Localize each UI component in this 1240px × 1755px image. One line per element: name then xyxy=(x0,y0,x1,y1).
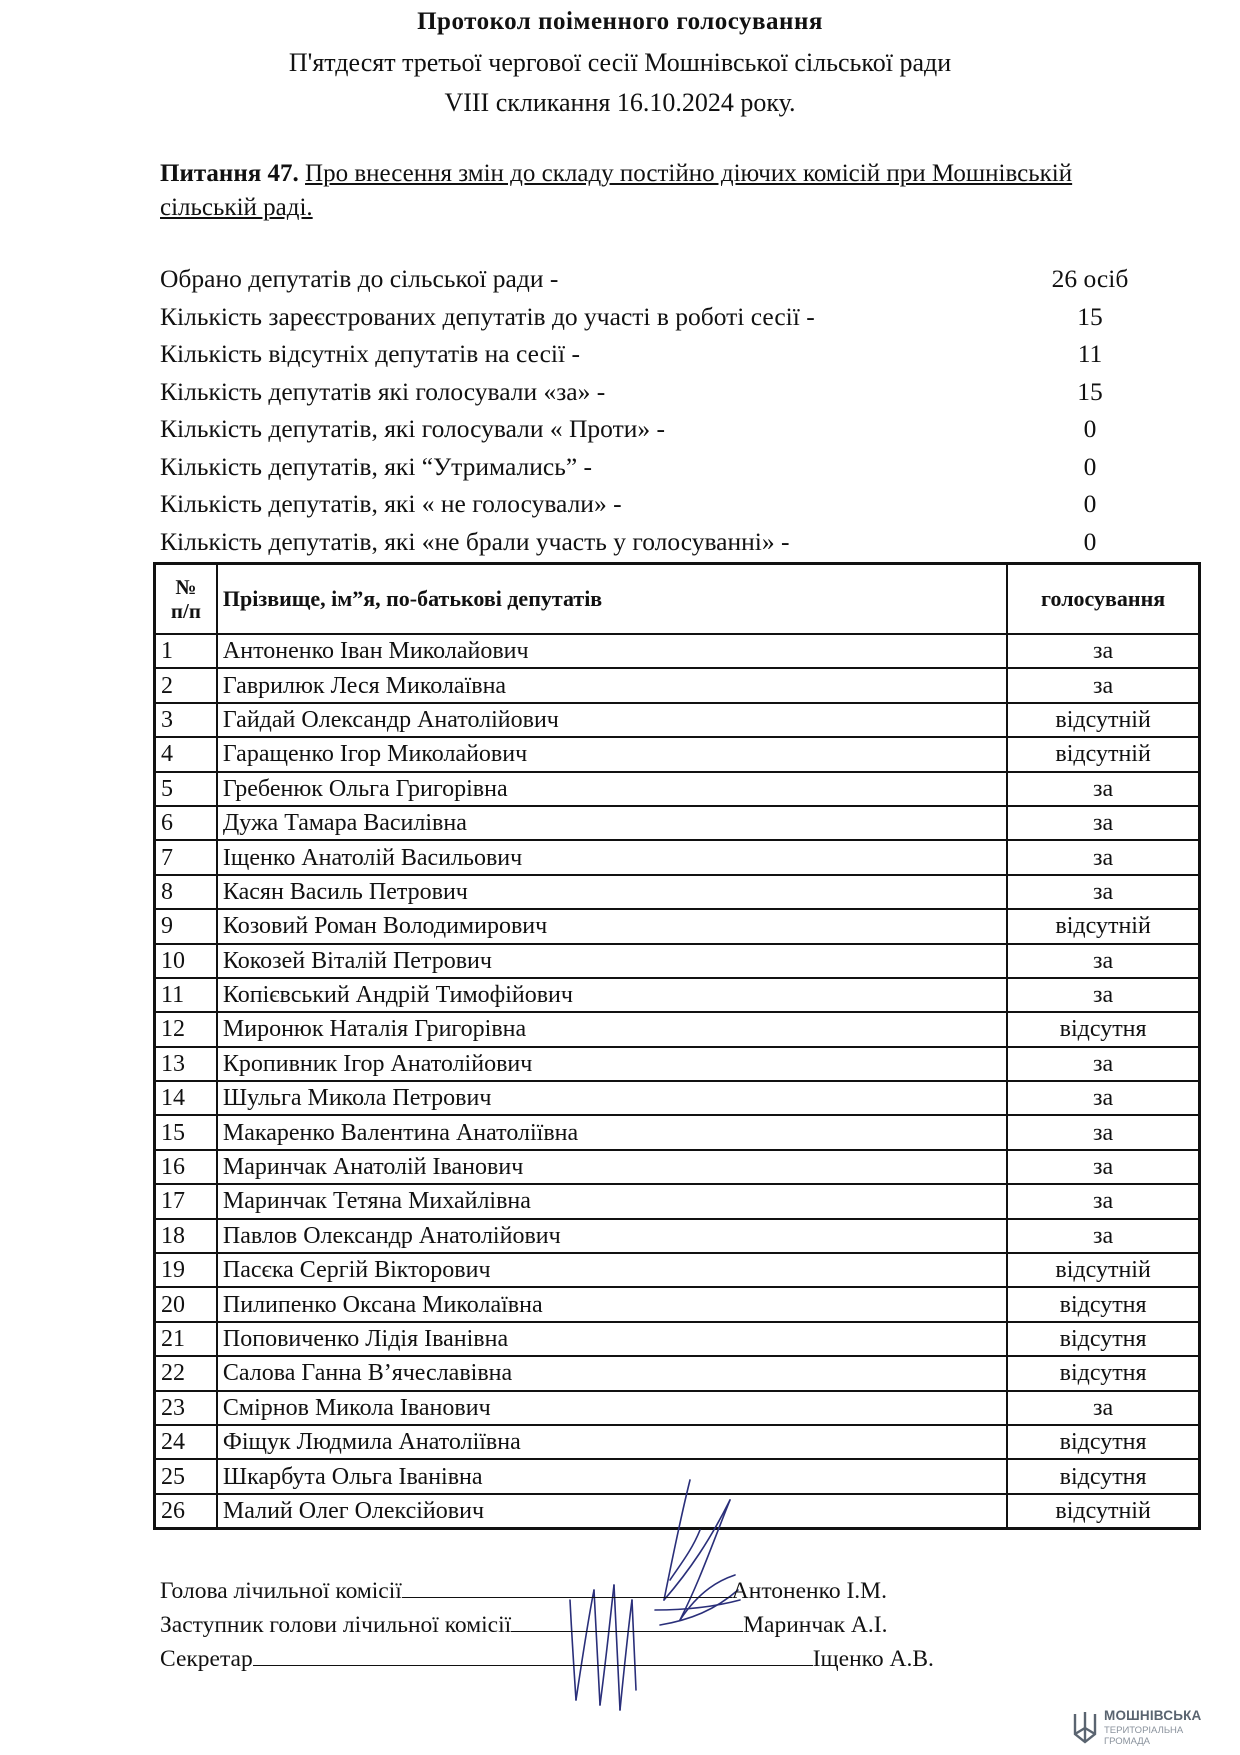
row-number: 2 xyxy=(155,668,217,702)
vote-result: за xyxy=(1007,1047,1199,1081)
table-row xyxy=(155,1253,1200,1287)
deputy-name: Маринчак Тетяна Михайлівна xyxy=(217,1184,1007,1218)
table-row xyxy=(155,1391,1200,1425)
deputy-name: Дужа Тамара Василівна xyxy=(217,806,1007,840)
summary-row xyxy=(160,335,1170,373)
row-number: 3 xyxy=(155,703,217,737)
row-number: 5 xyxy=(155,772,217,806)
row-number: 17 xyxy=(155,1184,217,1218)
row-number: 8 xyxy=(155,875,217,909)
row-number: 9 xyxy=(155,909,217,943)
row-number: 14 xyxy=(155,1081,217,1115)
row-number: 18 xyxy=(155,1219,217,1253)
session-title: П'ятдесят третьої чергової сесії Мошнівської сільської ради xyxy=(288,48,952,77)
vote-result: відсутній xyxy=(1007,1253,1199,1287)
row-number: 11 xyxy=(155,978,217,1012)
vote-result: відсутня xyxy=(1007,1287,1199,1321)
name-column-header: Прізвище, ім”я, по-батькові депутатів xyxy=(217,564,1007,635)
question-text: Про внесення змін до складу постійно діючих комісій при Мошнівській сільській раді. xyxy=(160,160,1073,221)
row-number: 6 xyxy=(155,806,217,840)
summary-row xyxy=(160,298,1170,336)
deputy-name: Поповиченко Лідія Іванівна xyxy=(217,1322,1007,1356)
table-row xyxy=(155,909,1200,943)
summary-row xyxy=(160,373,1170,411)
table-row xyxy=(155,978,1200,1012)
vote-result: за xyxy=(1007,1150,1199,1184)
vote-summary xyxy=(160,260,1170,560)
deputy-name: Фіщук Людмила Анатоліївна xyxy=(217,1425,1007,1459)
row-number: 1 xyxy=(155,634,217,668)
deputy-name: Пасєка Сергій Вікторович xyxy=(217,1253,1007,1287)
signature-line-deputy-chair xyxy=(160,1611,887,1639)
vote-result: за xyxy=(1007,1219,1199,1253)
logo-line1: МОШНІВСЬКА xyxy=(1104,1708,1202,1723)
vote-result: відсутня xyxy=(1007,1356,1199,1390)
deputy-name: Гаращенко Ігор Миколайович xyxy=(217,737,1007,771)
deputy-name: Маринчак Анатолій Іванович xyxy=(217,1150,1007,1184)
deputy-name: Копієвський Андрій Тимофійович xyxy=(217,978,1007,1012)
summary-label: Кількість депутатів, які «не брали участь у голосуванні» - xyxy=(160,526,790,556)
table-row xyxy=(155,806,1200,840)
deputy-name: Касян Василь Петрович xyxy=(217,875,1007,909)
table-row xyxy=(155,1115,1200,1149)
summary-value: 26 осіб xyxy=(1051,264,1129,293)
vote-result: за xyxy=(1007,1391,1199,1425)
row-number: 25 xyxy=(155,1459,217,1493)
row-number: 20 xyxy=(155,1287,217,1321)
signature-underline xyxy=(511,1611,743,1632)
table-row xyxy=(155,1219,1200,1253)
table-row xyxy=(155,1012,1200,1046)
number-column-header xyxy=(155,564,217,635)
deputy-name: Шульга Микола Петрович xyxy=(217,1081,1007,1115)
number-header-line2: п/п xyxy=(170,599,201,623)
summary-value: 11 xyxy=(1077,339,1103,368)
signature-line-secretary xyxy=(160,1645,934,1673)
vote-result: відсутня xyxy=(1007,1459,1199,1493)
table-row xyxy=(155,875,1200,909)
number-header-line1: № xyxy=(175,575,197,599)
row-number: 10 xyxy=(155,944,217,978)
table-row xyxy=(155,634,1200,668)
deputy-name: Кропивник Ігор Анатолійович xyxy=(217,1047,1007,1081)
deputy-name: Павлов Олександр Анатолійович xyxy=(217,1219,1007,1253)
deputy-name: Малий Олег Олексійович xyxy=(217,1494,1007,1529)
summary-value: 15 xyxy=(1077,301,1103,331)
row-number: 7 xyxy=(155,840,217,874)
community-logo xyxy=(1072,1708,1232,1750)
vote-result: за xyxy=(1007,772,1199,806)
vote-result: за xyxy=(1007,668,1199,702)
summary-label: Кількість депутатів, які голосували « Проти» - xyxy=(160,414,665,443)
signature-role: Заступник голови лічильної комісії xyxy=(160,1612,512,1638)
deputy-name: Макаренко Валентина Анатоліївна xyxy=(217,1115,1007,1149)
vote-result: відсутній xyxy=(1007,737,1199,771)
table-header-row xyxy=(155,564,1200,635)
vote-result: відсутній xyxy=(1007,703,1199,737)
summary-label: Кількість депутатів, які “Утримались” - xyxy=(160,451,593,481)
table-row xyxy=(155,703,1200,737)
row-number: 26 xyxy=(155,1494,217,1529)
roll-call-table xyxy=(153,562,1201,1530)
summary-row xyxy=(160,523,1170,561)
vote-result: відсутній xyxy=(1007,1494,1199,1529)
convocation-date: VIII скликання 16.10.2024 року. xyxy=(444,88,796,117)
deputy-name: Кокозей Віталій Петрович xyxy=(217,944,1007,978)
signature-name: Іщенко А.В. xyxy=(812,1646,934,1672)
row-number: 19 xyxy=(155,1253,217,1287)
vote-result: за xyxy=(1007,806,1199,840)
summary-row xyxy=(160,485,1170,523)
deputy-name: Шкарбута Ольга Іванівна xyxy=(217,1459,1007,1493)
table-row xyxy=(155,668,1200,702)
summary-row xyxy=(160,410,1170,448)
table-row xyxy=(155,840,1200,874)
row-number: 16 xyxy=(155,1150,217,1184)
vote-result: відсутня xyxy=(1007,1322,1199,1356)
deputy-name: Пилипенко Оксана Миколаївна xyxy=(217,1287,1007,1321)
logo-line2: ТЕРИТОРІАЛЬНА xyxy=(1104,1725,1184,1736)
vote-result: за xyxy=(1007,840,1199,874)
deputy-name: Салова Ганна В’ячеславівна xyxy=(217,1356,1007,1390)
table-row xyxy=(155,1287,1200,1321)
table-row xyxy=(155,1184,1200,1218)
question-block xyxy=(160,157,1170,225)
table-row xyxy=(155,1356,1200,1390)
row-number: 12 xyxy=(155,1012,217,1046)
summary-value: 0 xyxy=(1083,451,1097,481)
vote-result: за xyxy=(1007,634,1199,668)
summary-label: Кількість депутатів які голосували «за» - xyxy=(160,376,606,406)
table-row xyxy=(155,1047,1200,1081)
question-label: Питання 47. xyxy=(160,160,299,187)
vote-result: відсутня xyxy=(1007,1012,1199,1046)
vote-result: за xyxy=(1007,1184,1199,1218)
summary-value: 0 xyxy=(1083,489,1097,518)
summary-value: 0 xyxy=(1083,526,1097,556)
deputy-name: Гаврилюк Леся Миколаївна xyxy=(217,668,1007,702)
deputy-name: Козовий Роман Володимирович xyxy=(217,909,1007,943)
deputy-name: Гайдай Олександр Анатолійович xyxy=(217,703,1007,737)
deputy-name: Іщенко Анатолій Васильович xyxy=(217,840,1007,874)
summary-label: Кількість зареєстрованих депутатів до участі в роботі сесії - xyxy=(160,301,815,331)
vote-column-header: голосування xyxy=(1007,564,1199,635)
row-number: 22 xyxy=(155,1356,217,1390)
summary-label: Кількість відсутніх депутатів на сесії - xyxy=(160,339,580,368)
table-row xyxy=(155,1322,1200,1356)
deputy-name: Антоненко Іван Миколайович xyxy=(217,634,1007,668)
signature-role: Секретар xyxy=(160,1646,253,1672)
vote-result: за xyxy=(1007,978,1199,1012)
table-row xyxy=(155,772,1200,806)
vote-result: відсутня xyxy=(1007,1425,1199,1459)
signature-name: Антоненко І.М. xyxy=(731,1578,887,1604)
vote-result: відсутній xyxy=(1007,909,1199,943)
row-number: 24 xyxy=(155,1425,217,1459)
summary-label: Обрано депутатів до сільської ради - xyxy=(160,264,559,293)
signature-underline xyxy=(253,1645,813,1666)
signature-underline xyxy=(402,1577,732,1598)
signature-role: Голова лічильної комісії xyxy=(160,1578,402,1604)
row-number: 13 xyxy=(155,1047,217,1081)
row-number: 15 xyxy=(155,1115,217,1149)
summary-value: 15 xyxy=(1077,376,1103,406)
logo-lines xyxy=(1104,1725,1183,1747)
table-row xyxy=(155,737,1200,771)
vote-result: за xyxy=(1007,875,1199,909)
deputy-name: Миронюк Наталія Григорівна xyxy=(217,1012,1007,1046)
summary-row xyxy=(160,448,1170,486)
row-number: 23 xyxy=(155,1391,217,1425)
row-number: 4 xyxy=(155,737,217,771)
vote-result: за xyxy=(1007,944,1199,978)
signature-line-chair xyxy=(160,1577,887,1605)
summary-label: Кількість депутатів, які « не голосували» - xyxy=(160,489,622,518)
table-row xyxy=(155,1425,1200,1459)
signature-name: Маринчак А.І. xyxy=(743,1612,888,1638)
summary-value: 0 xyxy=(1083,414,1097,443)
table-row xyxy=(155,1150,1200,1184)
protocol-title: Протокол поіменного голосування xyxy=(417,8,823,35)
deputy-name: Гребенюк Ольга Григорівна xyxy=(217,772,1007,806)
vote-result: за xyxy=(1007,1115,1199,1149)
logo-line3: ГРОМАДА xyxy=(1104,1736,1150,1747)
trident-icon xyxy=(1072,1710,1098,1746)
row-number: 21 xyxy=(155,1322,217,1356)
vote-result: за xyxy=(1007,1081,1199,1115)
table-row xyxy=(155,944,1200,978)
table-row xyxy=(155,1081,1200,1115)
summary-row xyxy=(160,260,1170,298)
deputy-name: Смірнов Микола Іванович xyxy=(217,1391,1007,1425)
